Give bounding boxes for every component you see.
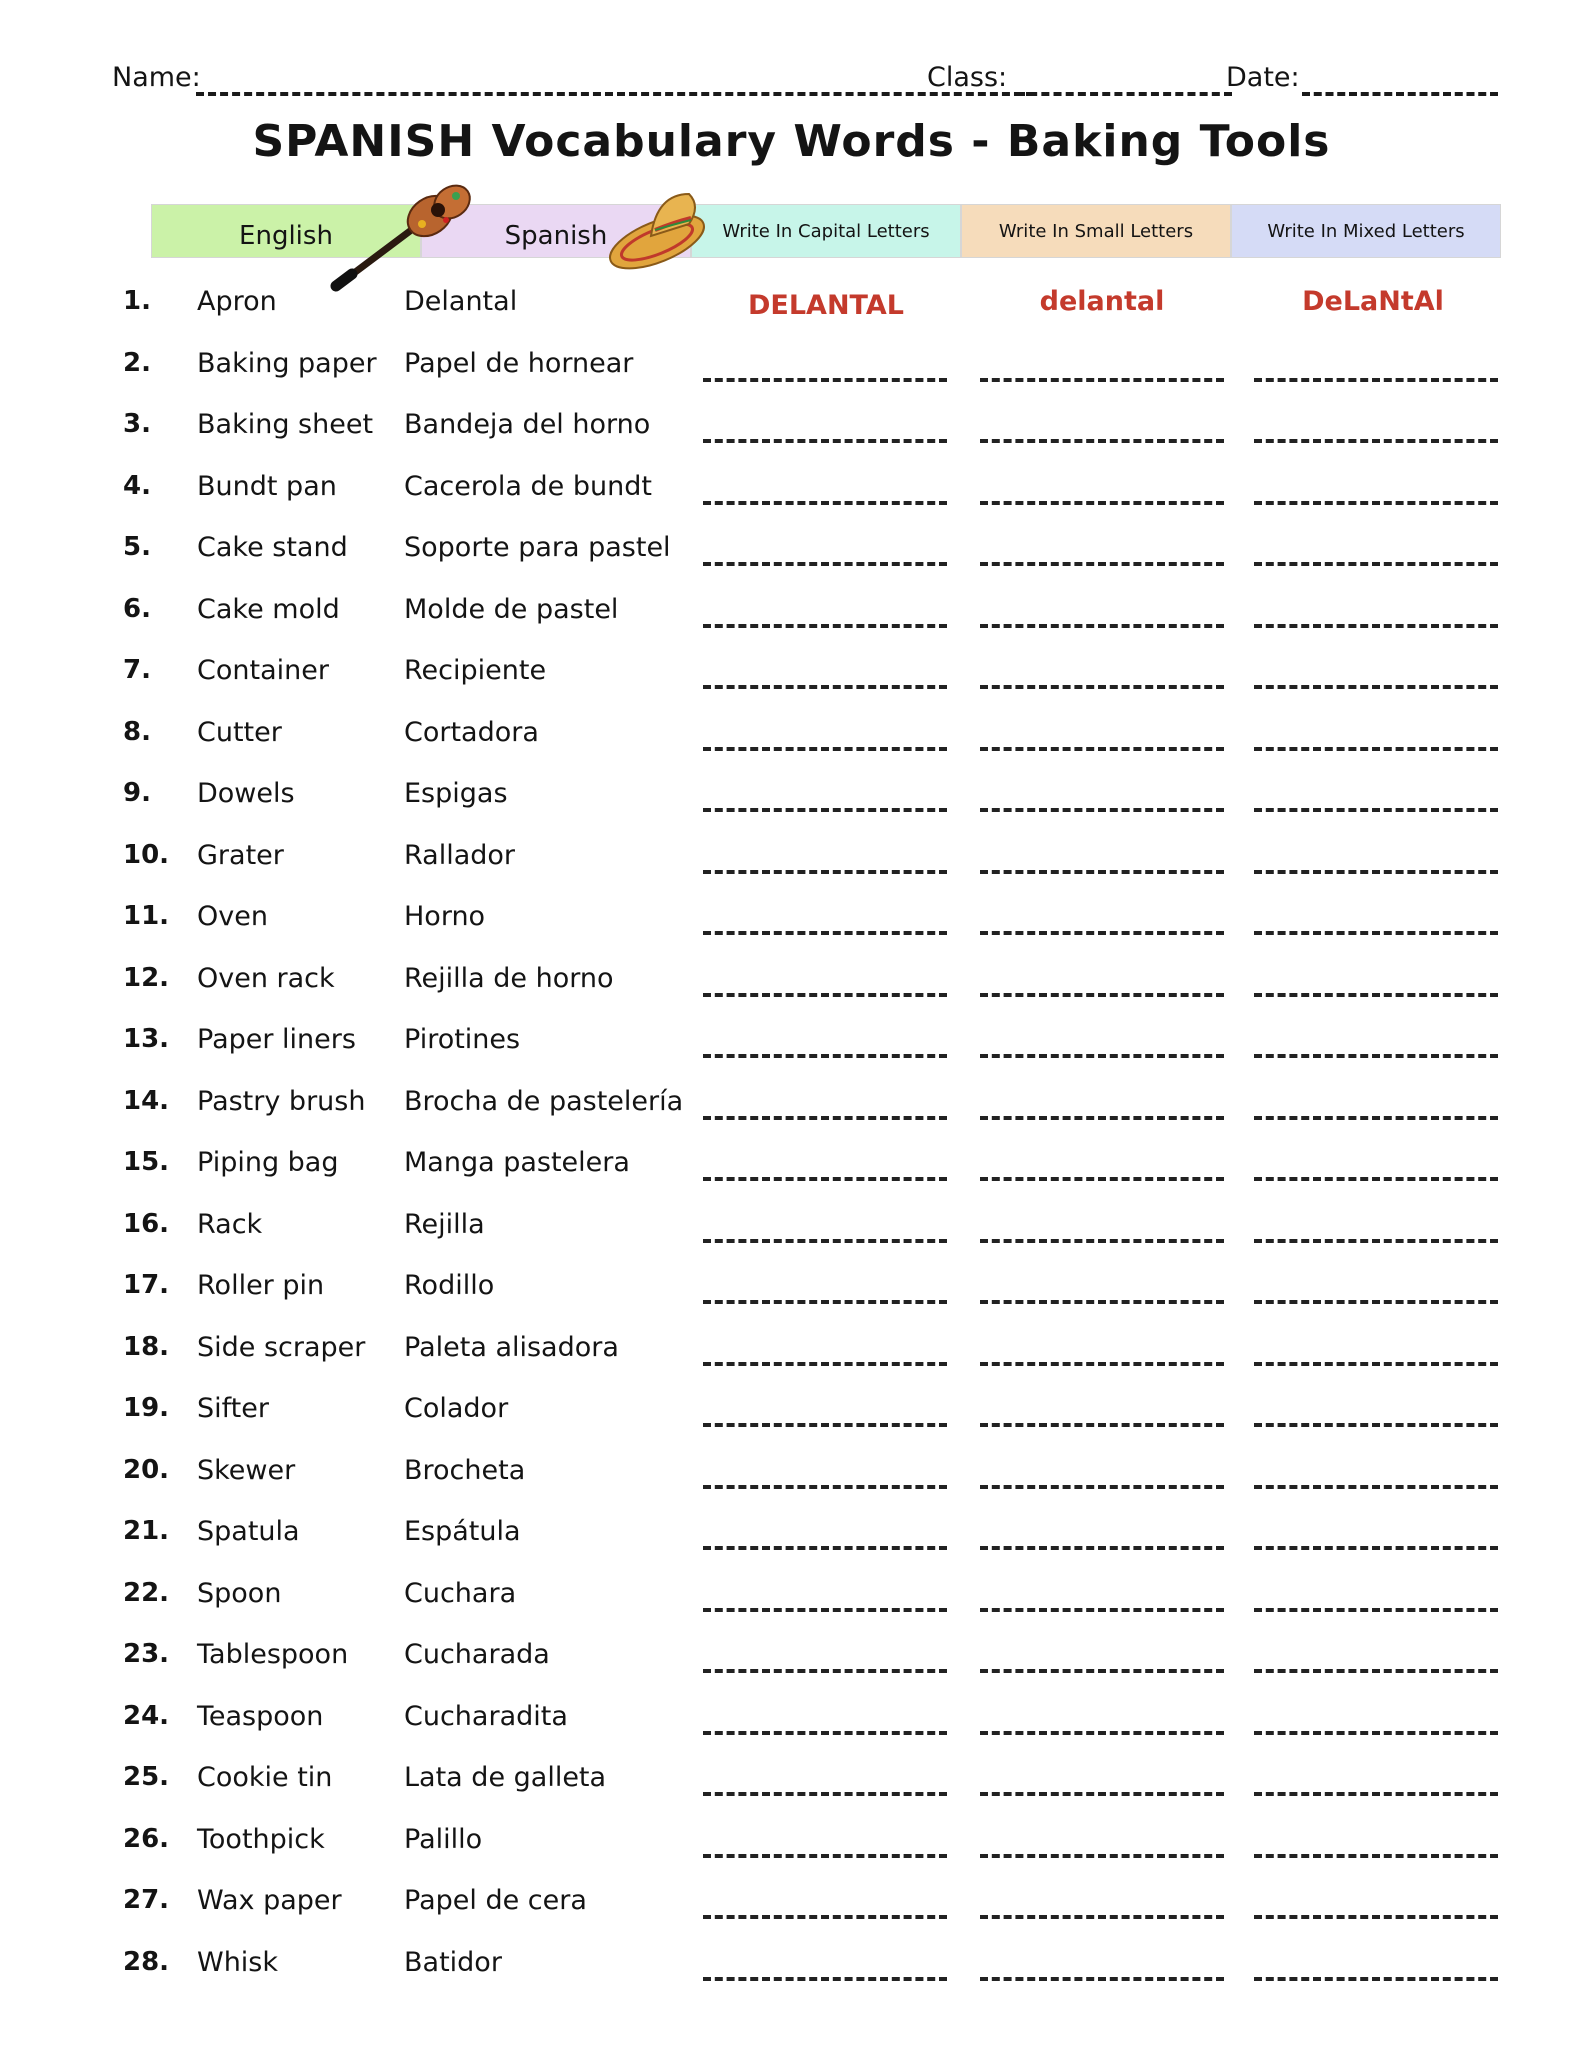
english-word: Teaspoon [197, 1701, 324, 1732]
mixed-answer-blank[interactable] [1254, 993, 1498, 997]
english-word: Oven rack [197, 963, 335, 994]
small-answer-blank[interactable] [980, 1485, 1224, 1489]
english-word: Side scraper [197, 1332, 366, 1363]
item-number: 24. [123, 1701, 170, 1731]
list-item [0, 655, 1583, 713]
english-word: Container [197, 655, 329, 686]
mixed-answer-blank[interactable] [1254, 1054, 1498, 1058]
small-answer-blank[interactable] [980, 1177, 1224, 1181]
class-field[interactable] [1017, 92, 1232, 96]
capital-answer-blank[interactable] [703, 1546, 947, 1550]
english-word: Spoon [197, 1578, 282, 1609]
spanish-word: Espátula [404, 1516, 521, 1547]
student-info-line [112, 62, 1498, 102]
spanish-word: Lata de galleta [404, 1762, 607, 1793]
capital-answer-blank[interactable] [703, 378, 947, 382]
spanish-word: Colador [404, 1393, 509, 1424]
small-answer-blank[interactable] [980, 1977, 1224, 1981]
small-answer-blank[interactable] [980, 1054, 1224, 1058]
mixed-answer-blank[interactable] [1254, 439, 1498, 443]
english-word: Roller pin [197, 1270, 325, 1301]
item-number: 22. [123, 1578, 170, 1608]
spanish-word: Cuchara [404, 1578, 517, 1609]
english-word: Sifter [197, 1393, 269, 1424]
mixed-answer-blank[interactable] [1254, 1915, 1498, 1919]
spanish-word: Delantal [404, 286, 518, 317]
spanish-word: Bandeja del horno [404, 409, 651, 440]
mixed-answer-blank[interactable] [1254, 1485, 1498, 1489]
small-answer-blank[interactable] [980, 1239, 1224, 1243]
english-word: Piping bag [197, 1147, 339, 1178]
class-label: Class: [927, 62, 1008, 93]
mixed-answer-blank[interactable] [1254, 808, 1498, 812]
column-header-small: Write In Small Letters [961, 204, 1231, 258]
mixed-answer-blank[interactable] [1254, 378, 1498, 382]
spanish-word: Cortadora [404, 717, 539, 748]
example-mixed: DeLaNtAl [1302, 286, 1444, 317]
capital-answer-blank[interactable] [703, 1669, 947, 1673]
capital-answer-blank[interactable] [703, 747, 947, 751]
small-answer-blank[interactable] [980, 1731, 1224, 1735]
list-item [0, 532, 1583, 590]
item-number: 27. [123, 1885, 170, 1915]
item-number: 16. [123, 1209, 170, 1239]
small-answer-blank[interactable] [980, 1854, 1224, 1858]
mixed-answer-blank[interactable] [1254, 1608, 1498, 1612]
spanish-word: Horno [404, 901, 486, 932]
english-word: Spatula [197, 1516, 300, 1547]
item-number: 26. [123, 1824, 170, 1854]
spanish-word: Cacerola de bundt [404, 471, 652, 502]
capital-answer-blank[interactable] [703, 1423, 947, 1427]
mixed-answer-blank[interactable] [1254, 1731, 1498, 1735]
spanish-word: Rallador [404, 840, 516, 871]
list-item [0, 409, 1583, 467]
spanish-word: Rejilla de horno [404, 963, 614, 994]
column-header-mixed: Write In Mixed Letters [1231, 204, 1501, 258]
small-answer-blank[interactable] [980, 1915, 1224, 1919]
mixed-answer-blank[interactable] [1254, 1116, 1498, 1120]
item-number: 12. [123, 963, 170, 993]
list-item [0, 840, 1583, 898]
item-number: 13. [123, 1024, 170, 1054]
english-word: Apron [197, 286, 277, 317]
list-item [0, 1578, 1583, 1636]
spanish-word: Brocheta [404, 1455, 526, 1486]
mixed-answer-blank[interactable] [1254, 1177, 1498, 1181]
capital-answer-blank[interactable] [703, 993, 947, 997]
list-item [0, 1885, 1583, 1943]
capital-answer-blank[interactable] [703, 1608, 947, 1612]
capital-answer-blank[interactable] [703, 870, 947, 874]
english-word: Toothpick [197, 1824, 325, 1855]
guitar-icon [330, 182, 480, 292]
item-number: 1. [123, 286, 151, 316]
item-number: 18. [123, 1332, 170, 1362]
item-number: 8. [123, 717, 151, 747]
small-answer-blank[interactable] [980, 1423, 1224, 1427]
list-item [0, 717, 1583, 775]
english-word: Skewer [197, 1455, 296, 1486]
item-number: 2. [123, 348, 151, 378]
small-answer-blank[interactable] [980, 1608, 1224, 1612]
list-item [0, 1824, 1583, 1882]
capital-answer-blank[interactable] [703, 1915, 947, 1919]
list-item [0, 1455, 1583, 1513]
spanish-word: Soporte para pastel [404, 532, 671, 563]
small-answer-blank[interactable] [980, 1300, 1224, 1304]
list-item [0, 1024, 1583, 1082]
list-item [0, 594, 1583, 652]
english-word: Dowels [197, 778, 295, 809]
small-answer-blank[interactable] [980, 931, 1224, 935]
small-answer-blank[interactable] [980, 870, 1224, 874]
spanish-word: Rejilla [404, 1209, 485, 1240]
item-number: 14. [123, 1086, 170, 1116]
spanish-word: Recipiente [404, 655, 547, 686]
list-item [0, 901, 1583, 959]
small-answer-blank[interactable] [980, 808, 1224, 812]
small-answer-blank[interactable] [980, 1669, 1224, 1673]
spanish-word: Batidor [404, 1947, 502, 1978]
list-item [0, 1270, 1583, 1328]
mixed-answer-blank[interactable] [1254, 501, 1498, 505]
english-word: Cookie tin [197, 1762, 333, 1793]
example-capital: DELANTAL [748, 290, 904, 321]
capital-answer-blank[interactable] [703, 1792, 947, 1796]
spanish-word: Papel de hornear [404, 348, 634, 379]
date-label: Date: [1226, 62, 1300, 93]
mixed-answer-blank[interactable] [1254, 1423, 1498, 1427]
item-number: 3. [123, 409, 151, 439]
example-small: delantal [1039, 286, 1165, 317]
item-number: 9. [123, 778, 151, 808]
small-answer-blank[interactable] [980, 1546, 1224, 1550]
list-item [0, 348, 1583, 406]
item-number: 17. [123, 1270, 170, 1300]
capital-answer-blank[interactable] [703, 1300, 947, 1304]
english-word: Baking paper [197, 348, 377, 379]
spanish-word: Papel de cera [404, 1885, 587, 1916]
small-answer-blank[interactable] [980, 685, 1224, 689]
list-item [0, 1516, 1583, 1574]
list-item [0, 1947, 1583, 2005]
spanish-word: Brocha de pastelería [404, 1086, 684, 1117]
mixed-answer-blank[interactable] [1254, 1977, 1498, 1981]
list-item [0, 1086, 1583, 1144]
english-word: Paper liners [197, 1024, 356, 1055]
list-item [0, 1147, 1583, 1205]
small-answer-blank[interactable] [980, 1362, 1224, 1366]
english-word: Cake mold [197, 594, 340, 625]
mixed-answer-blank[interactable] [1254, 1362, 1498, 1366]
list-item [0, 1209, 1583, 1267]
capital-answer-blank[interactable] [703, 1177, 947, 1181]
item-number: 23. [123, 1639, 170, 1669]
column-header-capital: Write In Capital Letters [691, 204, 961, 258]
capital-answer-blank[interactable] [703, 1362, 947, 1366]
capital-answer-blank[interactable] [703, 1977, 947, 1981]
english-word: Grater [197, 840, 284, 871]
name-field[interactable] [196, 92, 1034, 96]
mixed-answer-blank[interactable] [1254, 1854, 1498, 1858]
list-item [0, 471, 1583, 529]
mixed-answer-blank[interactable] [1254, 1792, 1498, 1796]
capital-answer-blank[interactable] [703, 439, 947, 443]
sombrero-icon [605, 184, 725, 270]
english-word: Cake stand [197, 532, 348, 563]
capital-answer-blank[interactable] [703, 1116, 947, 1120]
capital-answer-blank[interactable] [703, 808, 947, 812]
item-number: 21. [123, 1516, 170, 1546]
mixed-answer-blank[interactable] [1254, 747, 1498, 751]
small-answer-blank[interactable] [980, 378, 1224, 382]
english-word: Tablespoon [197, 1639, 349, 1670]
item-number: 11. [123, 901, 170, 931]
english-word: Bundt pan [197, 471, 337, 502]
list-item [0, 963, 1583, 1021]
capital-answer-blank[interactable] [703, 1239, 947, 1243]
date-field[interactable] [1302, 92, 1498, 96]
small-answer-blank[interactable] [980, 993, 1224, 997]
english-word: Baking sheet [197, 409, 374, 440]
capital-answer-blank[interactable] [703, 624, 947, 628]
english-word: Wax paper [197, 1885, 342, 1916]
spanish-word: Paleta alisadora [404, 1332, 619, 1363]
column-header-spanish: Spanish [421, 204, 691, 258]
capital-answer-blank[interactable] [703, 1485, 947, 1489]
mixed-answer-blank[interactable] [1254, 1300, 1498, 1304]
list-item [0, 286, 1583, 344]
mixed-answer-blank[interactable] [1254, 685, 1498, 689]
spanish-word: Rodillo [404, 1270, 495, 1301]
capital-answer-blank[interactable] [703, 501, 947, 505]
item-number: 5. [123, 532, 151, 562]
spanish-word: Cucharadita [404, 1701, 568, 1732]
english-word: Cutter [197, 717, 282, 748]
mixed-answer-blank[interactable] [1254, 1546, 1498, 1550]
small-answer-blank[interactable] [980, 562, 1224, 566]
item-number: 4. [123, 471, 151, 501]
list-item [0, 1639, 1583, 1697]
mixed-answer-blank[interactable] [1254, 931, 1498, 935]
capital-answer-blank[interactable] [703, 562, 947, 566]
item-number: 7. [123, 655, 151, 685]
item-number: 25. [123, 1762, 170, 1792]
small-answer-blank[interactable] [980, 624, 1224, 628]
item-number: 15. [123, 1147, 170, 1177]
english-word: Pastry brush [197, 1086, 366, 1117]
list-item [0, 1393, 1583, 1451]
capital-answer-blank[interactable] [703, 1731, 947, 1735]
spanish-word: Espigas [404, 778, 508, 809]
small-answer-blank[interactable] [980, 501, 1224, 505]
capital-answer-blank[interactable] [703, 931, 947, 935]
list-item [0, 1701, 1583, 1759]
capital-answer-blank[interactable] [703, 1854, 947, 1858]
spanish-word: Palillo [404, 1824, 483, 1855]
mixed-answer-blank[interactable] [1254, 1669, 1498, 1673]
spanish-word: Cucharada [404, 1639, 550, 1670]
spanish-word: Manga pastelera [404, 1147, 630, 1178]
small-answer-blank[interactable] [980, 747, 1224, 751]
mixed-answer-blank[interactable] [1254, 1239, 1498, 1243]
small-answer-blank[interactable] [980, 1116, 1224, 1120]
small-answer-blank[interactable] [980, 439, 1224, 443]
english-word: Whisk [197, 1947, 279, 1978]
english-word: Oven [197, 901, 268, 932]
list-item [0, 1762, 1583, 1820]
item-number: 19. [123, 1393, 170, 1423]
spanish-word: Molde de pastel [404, 594, 619, 625]
english-word: Rack [197, 1209, 263, 1240]
capital-answer-blank[interactable] [703, 1054, 947, 1058]
item-number: 28. [123, 1947, 170, 1977]
capital-answer-blank[interactable] [703, 685, 947, 689]
spanish-word: Pirotines [404, 1024, 521, 1055]
item-number: 20. [123, 1455, 170, 1485]
name-label: Name: [112, 62, 201, 93]
small-answer-blank[interactable] [980, 1792, 1224, 1796]
page-title: SPANISH Vocabulary Words - Baking Tools [252, 116, 1331, 167]
mixed-answer-blank[interactable] [1254, 624, 1498, 628]
list-item [0, 1332, 1583, 1390]
item-number: 10. [123, 840, 170, 870]
list-item [0, 778, 1583, 836]
item-number: 6. [123, 594, 151, 624]
mixed-answer-blank[interactable] [1254, 562, 1498, 566]
column-header-english: English [151, 204, 421, 258]
mixed-answer-blank[interactable] [1254, 870, 1498, 874]
